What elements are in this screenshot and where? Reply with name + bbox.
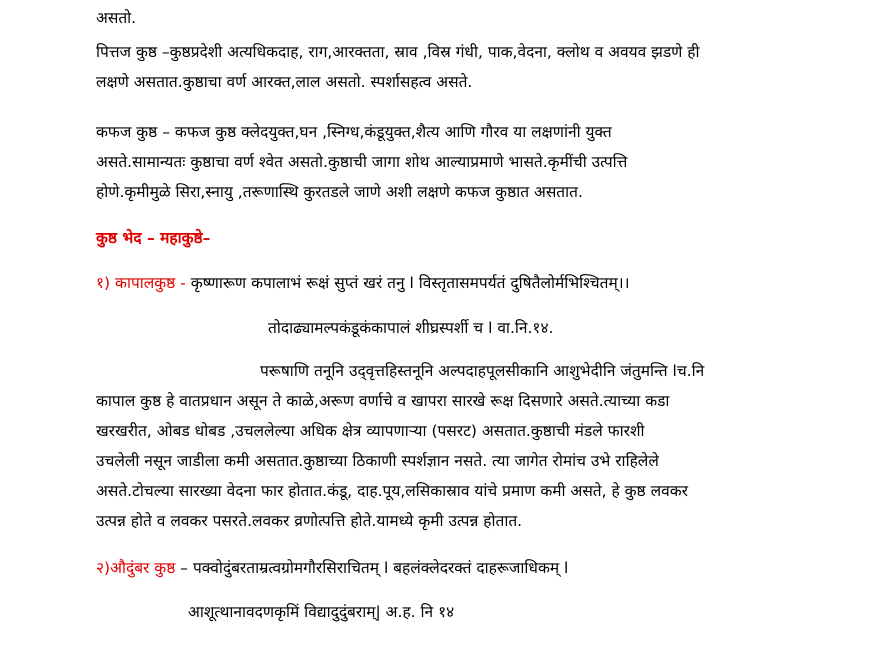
kushtha-1-reference: तोदाढ्यामल्पकंडूकंकापालं शीघ्रस्पर्शी च l वा.नि.१४. bbox=[268, 319, 554, 337]
kushtha-2-label: २)औदुंबर कुष्ठ bbox=[96, 559, 176, 577]
text-line: परूषाणि तनूनि उद्‌वृत्तहिस्तनूनि अल्पदाहपूलसीकानि आशुभेदीनि जंतुमन्ति lच.नि bbox=[260, 362, 705, 380]
text-line: लक्षणे असतात.कुष्ठाचा वर्ण आरक्त,लाल असतो. स्पर्शासहत्व असते. bbox=[96, 73, 473, 91]
kushtha-1-text: कृष्णारूण कपालाभं रूक्षं सुप्तं खरं तनु l विस्तृतासमपर्यतं दुषितैलोर्मभिश्चितम्।। bbox=[185, 274, 630, 292]
text-line: असते.सामान्यतः कुष्ठाचा वर्ण श्वेत असतो.कुष्ठाची जागा शोथ आल्याप्रमाणे भासते.कृमींची उत्पत्ति bbox=[96, 153, 628, 171]
section-heading: कुष्ठ भेद – महाकुष्ठे– bbox=[96, 229, 211, 247]
text-line: असते.टोचल्या सारख्या वेदना फार होतात.कंडू, दाह.पूय,लसिकास्राव यांचे प्रमाण कमी असते, हे कुष्ठ लवकर bbox=[96, 482, 688, 500]
text-line: असतो. bbox=[96, 9, 137, 27]
kushtha-2-text: – पक्वोदुंबरताम्रत्वग्रोमगौरसिराचितम् l बहलंक्लेदरक्तं दाहरूजाधिकम् l bbox=[175, 559, 569, 577]
kushtha-1-line bbox=[96, 273, 629, 293]
kushtha-1-label: १) कापालकुष्ठ - bbox=[96, 274, 186, 292]
text-line: पित्तज कुष्ठ –कुष्ठप्रदेशी अत्यधिकदाह, राग,आरक्तता, स्राव ,विस्र गंधी, पाक,वेदना, क्लोथ व अवयव झडणे ही bbox=[96, 43, 700, 61]
text-line: कापाल कुष्ठ हे वातप्रधान असून ते काळे,अरूण वर्णाचे व खापरा सारखे रूक्ष दिसणारे असते.त्याच्या कडा bbox=[96, 392, 670, 410]
text-line: उत्पन्न होते व लवकर पसरते.लवकर व्रणोत्पत्ति होते.यामध्ये कृमी उत्पन्न होतात. bbox=[96, 512, 523, 530]
kushtha-2-reference: आशूत्थानावदणकृमिं विद्यादुदुंबराम्| अ.ह. नि १४ bbox=[188, 603, 455, 621]
kushtha-2-line bbox=[96, 558, 568, 578]
text-line: उचलेली नसून जाडीला कमी असतात.कुष्ठाच्या ठिकाणी स्पर्शज्ञान नसते. त्या जागेत रोमांच उभे राहिलेले bbox=[96, 452, 659, 470]
text-line: खरखरीत, ओबड धोबड ,उचललेल्या अधिक क्षेत्र व्यापणाऱ्या (पसरट) असतात.कुष्ठाची मंडले फारशी bbox=[96, 422, 645, 440]
text-line: कफज कुष्ठ – कफज कुष्ठ क्लेदयुक्त,घन ,स्निग्ध,कंडूयुक्त,शैत्य आणि गौरव या लक्षणांनी युक्त bbox=[96, 123, 612, 141]
text-line: होणे.कृमीमुळे सिरा,स्नायु ,तरूणास्थि कुरतडले जाणे अशी लक्षणे कफज कुष्ठात असतात. bbox=[96, 183, 583, 201]
